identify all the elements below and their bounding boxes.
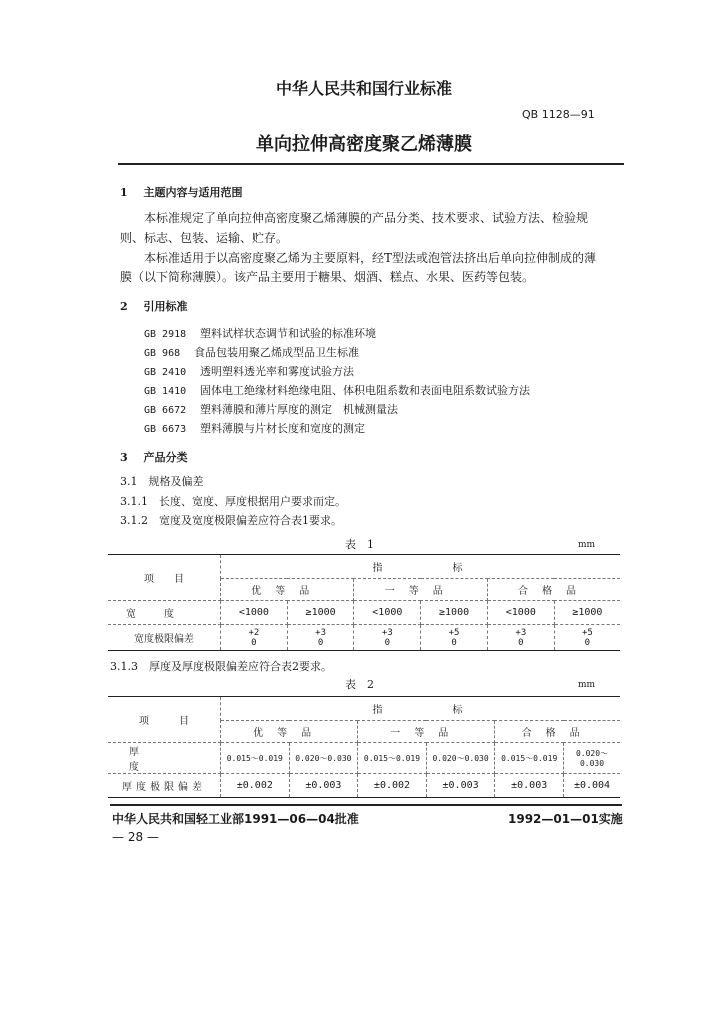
section1-para2-line1: 本标准适用于以高密度聚乙烯为主要原料，经T型法或泡管法挤出后单向拉伸制成的薄 <box>144 251 597 265</box>
section1-heading <box>120 184 243 200</box>
table1-grade-2: 一等品 <box>354 579 487 601</box>
approval-line: 中华人民共和国轻工业部1991—06—04批准 <box>112 812 359 826</box>
table2-unit: mm <box>578 680 596 690</box>
table-cell: 0.015～0.019 <box>495 743 564 774</box>
table-cell: 0.020～0.030 <box>426 743 495 774</box>
table-cell: +3 0 <box>354 625 421 651</box>
clause-3-1: 3.1 规格及偏差 <box>120 475 204 488</box>
table-cell: +5 0 <box>554 625 620 651</box>
table1-unit: mm <box>578 540 596 550</box>
table-cell: ±0.002 <box>358 774 427 798</box>
table-row <box>108 601 620 625</box>
table-cell: 0.020～0.030 <box>564 743 621 774</box>
table-cell: ±0.004 <box>564 774 621 798</box>
table1-caption: 表 1 <box>345 538 374 551</box>
table1-row2-label: 宽度极限偏差 <box>108 625 221 651</box>
reference-item: GB 968 食品包装用聚乙烯成型品卫生标准 <box>144 346 359 359</box>
page-number: — 28 — <box>112 830 159 844</box>
reference-item: GB 2410 透明塑料透光率和雾度试验方法 <box>144 365 354 378</box>
table2-group-header: 指 标 <box>221 697 621 721</box>
table2-row2-label: 厚度极限偏差 <box>108 774 221 798</box>
table-row <box>108 774 620 798</box>
table1-row1-label: 宽度 <box>108 601 221 625</box>
table1-grade-3: 合格品 <box>487 579 620 601</box>
org-title: 中华人民共和国行业标准 <box>275 79 452 98</box>
table1-item-header: 项 目 <box>108 555 221 601</box>
reference-item: GB 2918 塑料试样状态调节和试验的标准环境 <box>144 327 376 340</box>
table-cell: ±0.003 <box>426 774 495 798</box>
table-cell: <1000 <box>487 601 554 625</box>
table-row <box>108 625 620 651</box>
table2 <box>108 696 620 798</box>
table2-grade-3: 合格品 <box>495 721 620 743</box>
table-cell: ±0.003 <box>289 774 358 798</box>
table-cell: +5 0 <box>421 625 488 651</box>
table2-row1-label: 厚度 <box>108 743 221 774</box>
table-cell: ±0.003 <box>495 774 564 798</box>
table2-item-header: 项 目 <box>108 697 221 743</box>
clause-3-1-1: 3.1.1 长度、宽度、厚度根据用户要求而定。 <box>120 495 346 508</box>
section2-number: 2 <box>120 300 128 313</box>
table-cell: <1000 <box>221 601 288 625</box>
table-cell: 0.015～0.019 <box>358 743 427 774</box>
table1-grade-1: 优等品 <box>221 579 354 601</box>
section3-title: 产品分类 <box>143 451 188 464</box>
clause-3-1-2: 3.1.2 宽度及宽度极限偏差应符合表1要求。 <box>120 514 342 527</box>
section1-para2-line2: 膜（以下简称薄膜）。该产品主要用于糖果、烟酒、糕点、水果、医药等包装。 <box>120 270 535 284</box>
standard-code: QB 1128—91 <box>522 108 595 121</box>
reference-list <box>144 322 530 436</box>
section3-number: 3 <box>120 451 128 464</box>
section2-heading <box>120 298 188 314</box>
table-cell: ≥1000 <box>287 601 354 625</box>
table-cell: ≥1000 <box>554 601 620 625</box>
section1-para1-line2: 则、标志、包装、运输、贮存。 <box>120 231 289 245</box>
table-cell: +3 0 <box>287 625 354 651</box>
table-cell: ±0.002 <box>221 774 290 798</box>
clause-3-1-3: 3.1.3 厚度及厚度极限偏差应符合表2要求。 <box>110 660 332 673</box>
table-cell: <1000 <box>354 601 421 625</box>
footer-rule <box>110 804 622 806</box>
reference-item: GB 6672 塑料薄膜和薄片厚度的测定 机械测量法 <box>144 403 398 416</box>
table1 <box>108 554 620 651</box>
table2-grade-1: 优等品 <box>221 721 358 743</box>
reference-item: GB 6673 塑料薄膜与片材长度和宽度的测定 <box>144 422 365 435</box>
table-cell: +3 0 <box>487 625 554 651</box>
table-cell: 0.020～0.030 <box>289 743 358 774</box>
section3-heading <box>120 449 188 465</box>
table-cell: ≥1000 <box>421 601 488 625</box>
section1-number: 1 <box>120 186 128 199</box>
reference-item: GB 1410 固体电工绝缘材料绝缘电阻、体积电阻系数和表面电阻系数试验方法 <box>144 384 530 397</box>
table2-caption: 表 2 <box>345 678 374 691</box>
effective-date: 1992—01—01实施 <box>508 812 623 826</box>
section2-title: 引用标准 <box>143 300 188 313</box>
table2-grade-2: 一等品 <box>358 721 495 743</box>
document-title: 单向拉伸高密度聚乙烯薄膜 <box>256 134 472 155</box>
title-rule <box>118 163 624 165</box>
table-cell: +2 0 <box>221 625 288 651</box>
table-row <box>108 743 620 774</box>
section1-para1-line1: 本标准规定了单向拉伸高密度聚乙烯薄膜的产品分类、技术要求、试验方法、检验规 <box>144 211 589 225</box>
section1-title: 主题内容与适用范围 <box>143 186 243 199</box>
table-cell: 0.015～0.019 <box>221 743 290 774</box>
table1-group-header: 指 标 <box>221 555 621 579</box>
